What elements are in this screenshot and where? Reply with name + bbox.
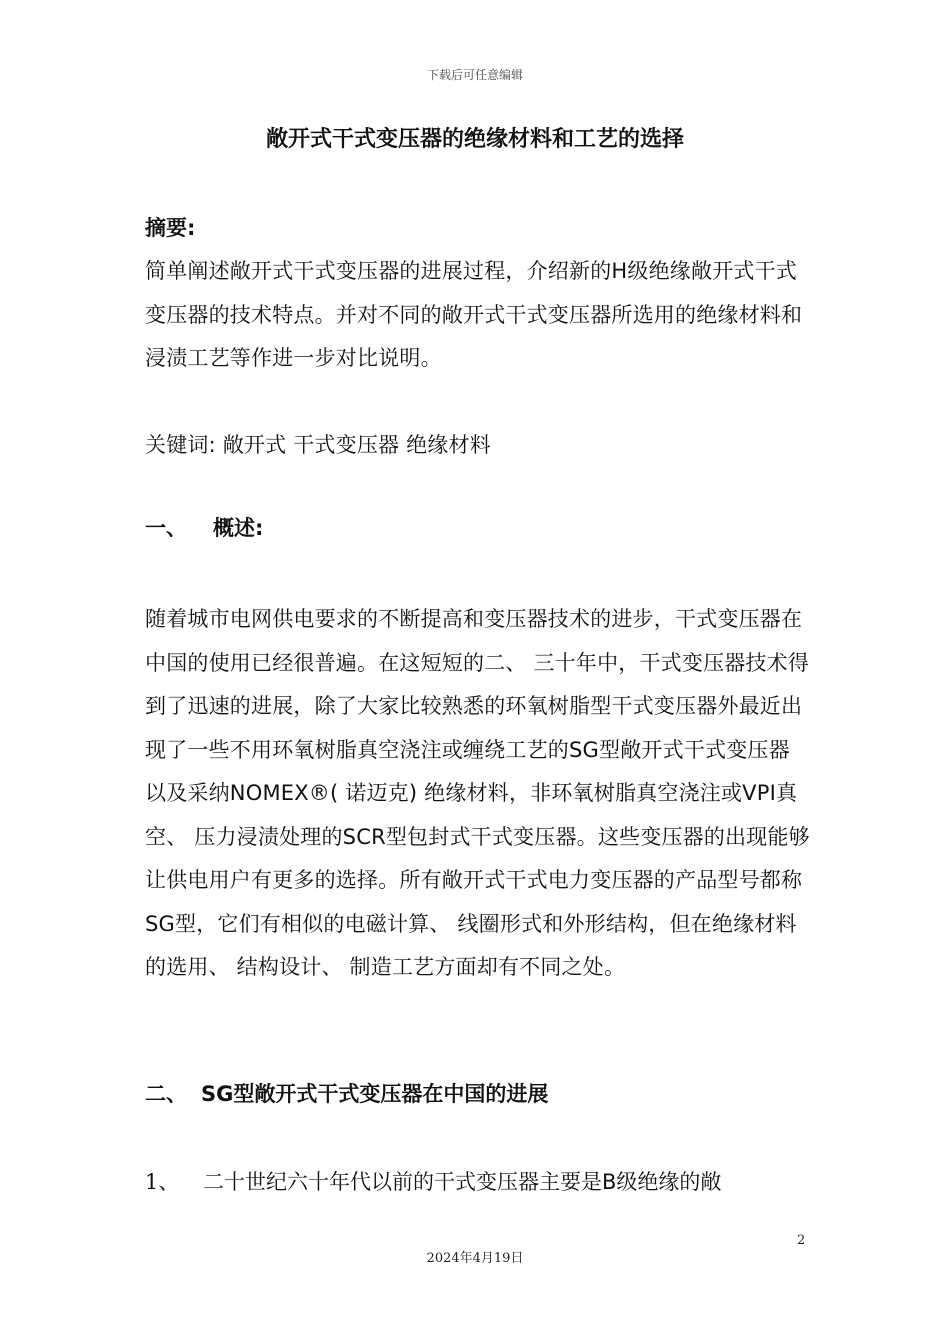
section-2-title: SG型敞开式干式变压器在中国的进展 <box>201 1082 549 1106</box>
section-1-title: 概述: <box>213 516 264 540</box>
list-item-1-number: 1、 <box>145 1170 180 1194</box>
section-2-number: 二、 <box>145 1082 187 1106</box>
abstract-text: 简单阐述敞开式干式变压器的进展过程，介绍新的H级绝缘敞开式干式变压器的技术特点。并对不同的敞开式干式变压器所选用的绝缘材料和浸渍工艺等作进一步对比说明。 <box>145 259 803 370</box>
abstract-heading: 摘要: <box>145 216 196 240</box>
section-1-paragraph: 随着城市电网供电要求的不断提高和变压器技术的进步，干式变压器在中国的使用已经很普遍。在这短短的二、 三十年中，干式变压器技术得到了迅速的进展，除了大家比较熟悉的环氧树脂型干式变压器外最近出现了一些不用环氧树脂真空浇注或缠绕工艺的SG型敞开式干式变压器以及采纳NOMEX®( 诺迈克) 绝缘材料，非环氧树脂真空浇注或VPI真空、 压力浸渍处理的SCR型包封式干式变压器。这些变压器的出现能够让供电用户有更多的选择。所有敞开式干式电力变压器的产品型号都称SG型，它们有相似的电磁计算、 线圈形式和外形结构，但在绝缘材料的选用、 结构设计、 制造工艺方面却有不同之处。 <box>145 607 810 979</box>
list-item-1-text: 二十世纪六十年代以前的干式变压器主要是B级绝缘的敞 <box>203 1170 722 1194</box>
section-1-number: 一、 <box>145 516 187 540</box>
section-1-heading <box>145 512 263 542</box>
document-title: 敞开式干式变压器的绝缘材料和工艺的选择 <box>265 127 684 152</box>
list-item-1 <box>145 1166 721 1196</box>
section-2-heading <box>145 1078 548 1108</box>
keywords: 关键词: 敞开式 干式变压器 绝缘材料 <box>145 433 491 457</box>
header-note: 下载后可任意编辑 <box>426 68 523 82</box>
footer-date: 2024年4月19日 <box>426 1251 524 1266</box>
page-number: 2 <box>797 1233 806 1248</box>
